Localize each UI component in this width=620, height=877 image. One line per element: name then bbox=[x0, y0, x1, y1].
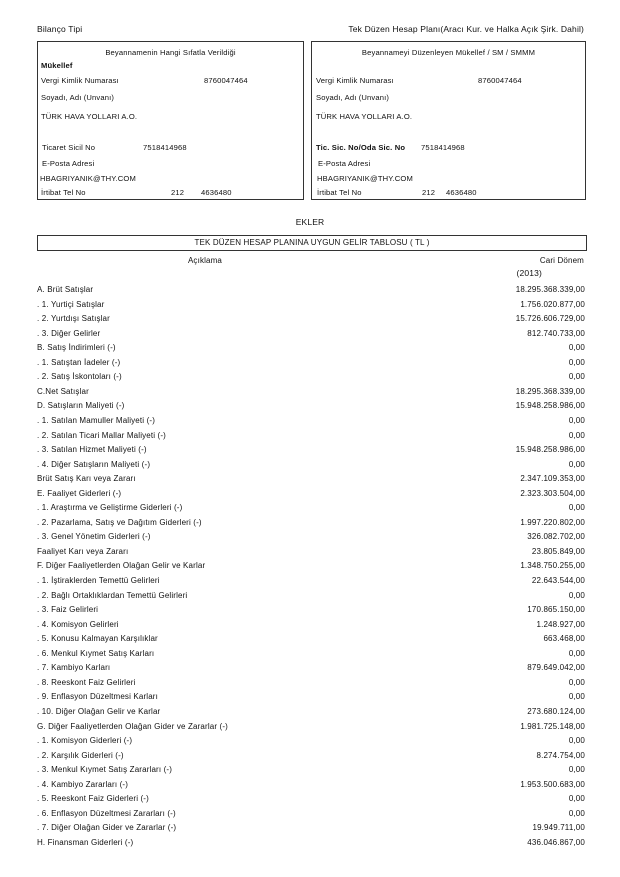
table-row bbox=[37, 705, 585, 719]
row-label: . 2. Pazarlama, Satış ve Dağıtım Giderleri (-) bbox=[37, 517, 202, 527]
table-row bbox=[37, 603, 585, 617]
row-value: 18.295.368.339,00 bbox=[515, 285, 585, 294]
column-header-year: (2013) bbox=[516, 268, 542, 278]
row-value: 0,00 bbox=[568, 343, 585, 353]
row-value: 436.046.867,00 bbox=[527, 837, 585, 847]
row-value: 1.981.725.148,00 bbox=[520, 721, 585, 731]
row-label: . 7. Diğer Olağan Gider ve Zararlar (-) bbox=[37, 823, 177, 833]
row-value: 663.468,00 bbox=[543, 634, 585, 644]
table-row bbox=[37, 341, 585, 355]
filer-tel-code: 212 bbox=[171, 188, 185, 197]
table-row bbox=[37, 778, 585, 792]
row-label: D. Satışların Maliyeti (-) bbox=[37, 401, 125, 411]
row-label: . 2. Satılan Ticari Mallar Maliyeti (-) bbox=[37, 430, 166, 440]
table-row bbox=[37, 385, 585, 399]
row-value: 0,00 bbox=[568, 692, 585, 702]
row-value: 0,00 bbox=[568, 808, 585, 818]
filer-tel-number: 4636480 bbox=[201, 188, 232, 197]
row-label: . 10. Diğer Olağan Gelir ve Karlar bbox=[37, 706, 161, 716]
table-row bbox=[37, 429, 585, 443]
row-label: . 3. Diğer Gelirler bbox=[37, 328, 101, 338]
table-row bbox=[37, 487, 585, 501]
table-row bbox=[37, 676, 585, 690]
row-value: 0,00 bbox=[568, 648, 585, 658]
row-label: . 4. Kambiyo Zararları (-) bbox=[37, 779, 129, 789]
table-row bbox=[37, 647, 585, 661]
row-value: 0,00 bbox=[568, 430, 585, 440]
preparer-sicil-value: 7518414968 bbox=[421, 143, 465, 152]
table-row bbox=[37, 734, 585, 748]
row-label: C.Net Satışlar bbox=[37, 386, 89, 396]
table-row bbox=[37, 589, 585, 603]
table-row bbox=[37, 370, 585, 384]
preparer-vkn-label: Vergi Kimlik Numarası bbox=[316, 76, 394, 85]
table-row bbox=[37, 749, 585, 763]
preparer-name-label: Soyadı, Adı (Unvanı) bbox=[316, 93, 390, 102]
row-value: 0,00 bbox=[568, 372, 585, 382]
account-plan-label: Tek Düzen Hesap Planı(Aracı Kur. ve Halka Açık Şirk. Dahil) bbox=[348, 24, 584, 34]
table-row bbox=[37, 414, 585, 428]
row-label: . 9. Enflasyon Düzeltmesi Karları bbox=[37, 692, 158, 702]
row-label: . 7. Kambiyo Karları bbox=[37, 663, 111, 673]
preparer-tel-label: İrtibat Tel No bbox=[317, 188, 362, 197]
table-row bbox=[37, 327, 585, 341]
row-label: Brüt Satış Karı veya Zararı bbox=[37, 474, 136, 484]
filer-sicil-value: 7518414968 bbox=[143, 143, 187, 152]
row-value: 1.248.927,00 bbox=[536, 619, 585, 629]
column-header-period: Cari Dönem bbox=[539, 256, 584, 265]
row-label: G. Diğer Faaliyetlerden Olağan Gider ve Zararlar (-) bbox=[37, 721, 228, 731]
row-value: 1.953.500.683,00 bbox=[520, 779, 585, 789]
filer-email-value: HBAGRIYANIK@THY.COM bbox=[40, 174, 136, 183]
row-value: 170.865.150,00 bbox=[527, 605, 585, 615]
row-value: 273.680.124,00 bbox=[527, 706, 585, 716]
table-row bbox=[37, 632, 585, 646]
filer-info-box bbox=[37, 41, 304, 200]
table-row bbox=[37, 516, 585, 530]
preparer-box-title: Beyannameyi Düzenleyen Mükellef / SM / SMMM bbox=[361, 48, 536, 57]
row-label: . 6. Menkul Kıymet Satış Karları bbox=[37, 648, 155, 658]
row-value: 879.649.042,00 bbox=[527, 663, 585, 673]
table-row bbox=[37, 458, 585, 472]
row-value: 1.997.220.802,00 bbox=[520, 517, 585, 527]
filer-vkn-label: Vergi Kimlik Numarası bbox=[41, 76, 119, 85]
form-type-label: Bilanço Tipi bbox=[37, 24, 83, 34]
table-row bbox=[37, 690, 585, 704]
table-row bbox=[37, 618, 585, 632]
row-label: . 2. Satış İskontoları (-) bbox=[37, 372, 122, 382]
row-label: . 1. Komisyon Giderleri (-) bbox=[37, 736, 133, 746]
table-row bbox=[37, 763, 585, 777]
table-row bbox=[37, 720, 585, 734]
table-row bbox=[37, 559, 585, 573]
row-value: 0,00 bbox=[568, 357, 585, 367]
row-label: . 6. Enflasyon Düzeltmesi Zararları (-) bbox=[37, 808, 176, 818]
row-value: 0,00 bbox=[568, 736, 585, 746]
table-row bbox=[37, 298, 585, 312]
preparer-tel-code: 212 bbox=[422, 188, 436, 197]
preparer-email-value: HBAGRIYANIK@THY.COM bbox=[317, 174, 413, 183]
row-value: 22.643.544,00 bbox=[531, 576, 585, 585]
row-label: E. Faaliyet Giderleri (-) bbox=[37, 488, 122, 498]
table-row bbox=[37, 356, 585, 370]
attachments-heading: EKLER bbox=[295, 217, 325, 227]
table-row bbox=[37, 836, 585, 850]
row-label: . 5. Reeskont Faiz Giderleri (-) bbox=[37, 794, 149, 804]
row-value: 18.295.368.339,00 bbox=[515, 386, 585, 396]
row-value: 2.347.109.353,00 bbox=[520, 474, 585, 484]
filer-role: Mükellef bbox=[41, 61, 73, 70]
table-row bbox=[37, 283, 585, 297]
table-row bbox=[37, 574, 585, 588]
column-header-description: Açıklama bbox=[187, 256, 223, 265]
row-value: 1.348.750.255,00 bbox=[520, 561, 585, 571]
row-value: 0,00 bbox=[568, 503, 585, 513]
row-value: 2.323.303.504,00 bbox=[520, 488, 585, 498]
row-label: . 1. İştiraklerden Temettü Gelirleri bbox=[37, 576, 160, 585]
table-row bbox=[37, 545, 585, 559]
filer-vkn-value: 8760047464 bbox=[204, 76, 248, 85]
row-label: . 3. Genel Yönetim Giderleri (-) bbox=[37, 532, 151, 542]
filer-name-label: Soyadı, Adı (Unvanı) bbox=[41, 93, 115, 102]
row-label: . 2. Bağlı Ortaklıklardan Temettü Gelirleri bbox=[37, 590, 188, 600]
row-value: 326.082.702,00 bbox=[527, 532, 585, 542]
preparer-tel-number: 4636480 bbox=[446, 188, 477, 197]
row-label: . 3. Menkul Kıymet Satış Zararları (-) bbox=[37, 765, 173, 775]
filer-box-title: Beyannamenin Hangi Sıfatla Verildiği bbox=[105, 48, 236, 57]
preparer-name-value: TÜRK HAVA YOLLARI A.O. bbox=[316, 112, 413, 121]
row-label: . 1. Yurtiçi Satışlar bbox=[37, 299, 105, 309]
table-row bbox=[37, 530, 585, 544]
row-value: 15.726.606.729,00 bbox=[515, 314, 585, 324]
table-row bbox=[37, 443, 585, 457]
preparer-info-box bbox=[311, 41, 586, 200]
preparer-sicil-label: Tic. Sic. No/Oda Sic. No bbox=[316, 143, 406, 152]
row-label: A. Brüt Satışlar bbox=[37, 285, 94, 294]
filer-tel-label: İrtibat Tel No bbox=[41, 188, 86, 197]
table-row bbox=[37, 472, 585, 486]
row-value: 8.274.754,00 bbox=[536, 750, 585, 760]
row-label: . 2. Karşılık Giderleri (-) bbox=[37, 750, 124, 760]
row-value: 15.948.258.986,00 bbox=[515, 401, 585, 411]
row-value: 0,00 bbox=[568, 677, 585, 687]
table-row bbox=[37, 807, 585, 821]
row-label: . 1. Araştırma ve Geliştirme Giderleri (-) bbox=[37, 503, 183, 513]
row-label: B. Satış İndirimleri (-) bbox=[37, 343, 116, 353]
row-label: . 1. Satılan Mamuller Maliyeti (-) bbox=[37, 415, 156, 425]
row-label: . 1. Satıştan İadeler (-) bbox=[37, 357, 121, 367]
row-value: 0,00 bbox=[568, 794, 585, 804]
table-row bbox=[37, 501, 585, 515]
filer-name-value: TÜRK HAVA YOLLARI A.O. bbox=[41, 112, 138, 121]
row-label: . 4. Diğer Satışların Maliyeti (-) bbox=[37, 459, 151, 469]
table-row bbox=[37, 399, 585, 413]
row-value: 0,00 bbox=[568, 459, 585, 469]
row-label: . 5. Konusu Kalmayan Karşılıklar bbox=[37, 634, 158, 644]
row-label: Faaliyet Karı veya Zararı bbox=[37, 546, 129, 556]
table-row bbox=[37, 312, 585, 326]
row-value: 812.740.733,00 bbox=[527, 328, 585, 338]
row-value: 0,00 bbox=[568, 765, 585, 775]
filer-email-label: E-Posta Adresi bbox=[42, 159, 95, 168]
table-row bbox=[37, 661, 585, 675]
row-value: 1.756.020.877,00 bbox=[520, 299, 585, 309]
row-label: . 8. Reeskont Faiz Gelirleri bbox=[37, 677, 136, 687]
preparer-vkn-value: 8760047464 bbox=[478, 76, 522, 85]
row-value: 0,00 bbox=[568, 415, 585, 425]
row-value: 23.805.849,00 bbox=[531, 546, 585, 556]
row-label: F. Diğer Faaliyetlerden Olağan Gelir ve Karlar bbox=[37, 561, 206, 571]
row-label: . 2. Yurtdışı Satışlar bbox=[37, 314, 110, 324]
table-row bbox=[37, 792, 585, 806]
row-label: . 3. Faiz Gelirleri bbox=[37, 605, 99, 615]
row-label: . 3. Satılan Hizmet Maliyeti (-) bbox=[37, 445, 147, 455]
income-statement-title: TEK DÜZEN HESAP PLANINA UYGUN GELİR TABLOSU ( TL ) bbox=[37, 235, 587, 251]
preparer-email-label: E-Posta Adresi bbox=[318, 159, 371, 168]
row-value: 15.948.258.986,00 bbox=[515, 445, 585, 455]
row-label: . 4. Komisyon Gelirleri bbox=[37, 619, 119, 629]
table-row bbox=[37, 821, 585, 835]
filer-sicil-label: Ticaret Sicil No bbox=[42, 143, 96, 152]
row-value: 19.949.711,00 bbox=[532, 823, 585, 833]
row-value: 0,00 bbox=[568, 590, 585, 600]
row-label: H. Finansman Giderleri (-) bbox=[37, 837, 134, 847]
